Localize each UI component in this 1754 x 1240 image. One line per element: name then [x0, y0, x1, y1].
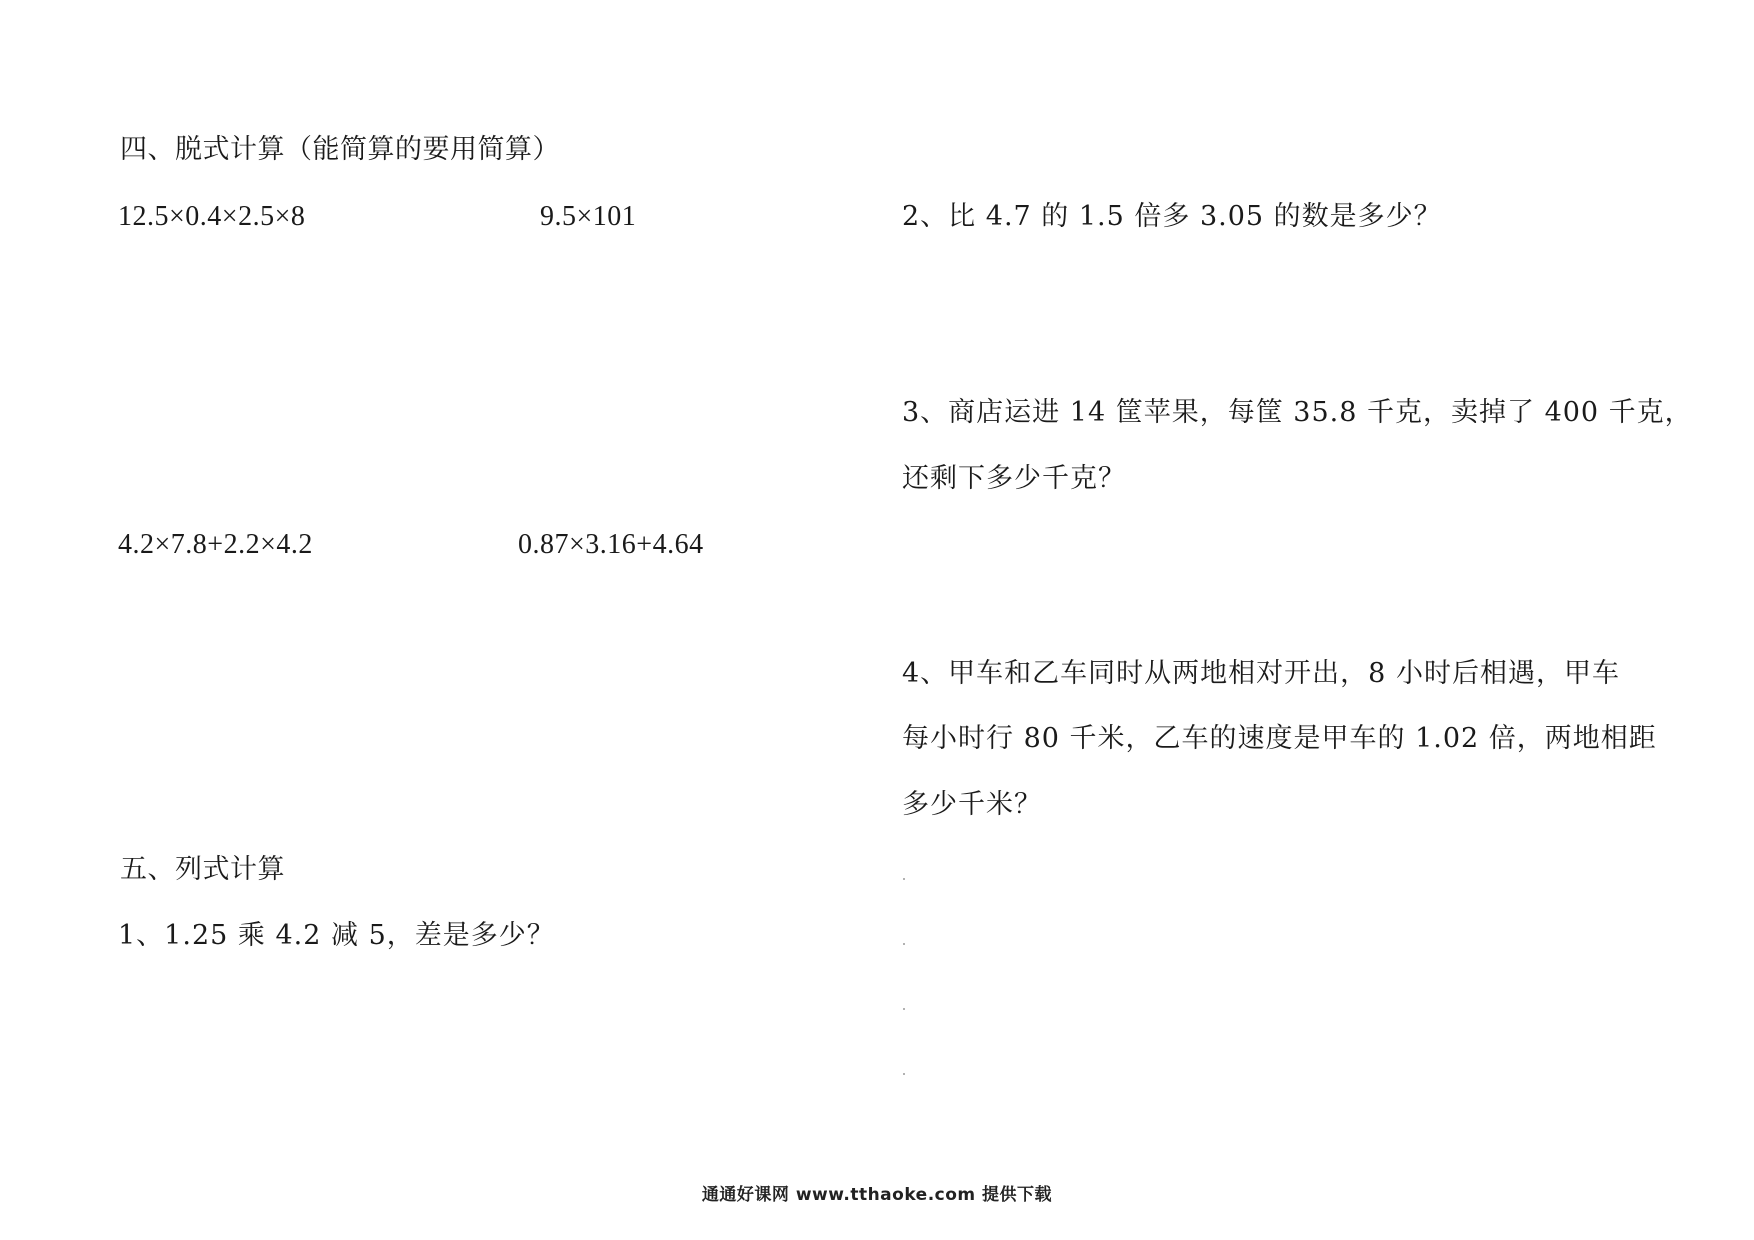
- question-3-line-1: 3、商店运进 14 筐苹果，每筐 35.8 千克，卖掉了 400 千克，: [902, 397, 1693, 428]
- scan-speck: [903, 943, 905, 945]
- scan-speck: [903, 1073, 905, 1075]
- section4-heading: 四、脱式计算（能简算的要用简算）: [120, 134, 560, 165]
- expression-2: 9.5×101: [540, 201, 637, 232]
- section5-heading: 五、列式计算: [120, 854, 285, 885]
- question-1: 1、1.25 乘 4.2 减 5，差是多少？: [118, 920, 555, 951]
- scan-speck: [903, 878, 905, 880]
- question-4-line-3: 多少千米？: [902, 789, 1042, 820]
- expression-3: 4.2×7.8+2.2×4.2: [118, 529, 313, 560]
- question-4-line-1: 4、甲车和乙车同时从两地相对开出，8 小时后相遇，甲车: [902, 658, 1620, 689]
- scan-speck: [903, 1008, 905, 1010]
- question-3-line-2: 还剩下多少千克？: [902, 463, 1126, 494]
- expression-1: 12.5×0.4×2.5×8: [118, 201, 306, 232]
- question-4-line-2: 每小时行 80 千米，乙车的速度是甲车的 1.02 倍，两地相距: [902, 723, 1657, 754]
- footer-credit: 通通好课网 www.tthaoke.com 提供下载: [701, 1185, 1053, 1205]
- question-2: 2、比 4.7 的 1.5 倍多 3.05 的数是多少？: [902, 201, 1442, 232]
- expression-4: 0.87×3.16+4.64: [518, 529, 704, 560]
